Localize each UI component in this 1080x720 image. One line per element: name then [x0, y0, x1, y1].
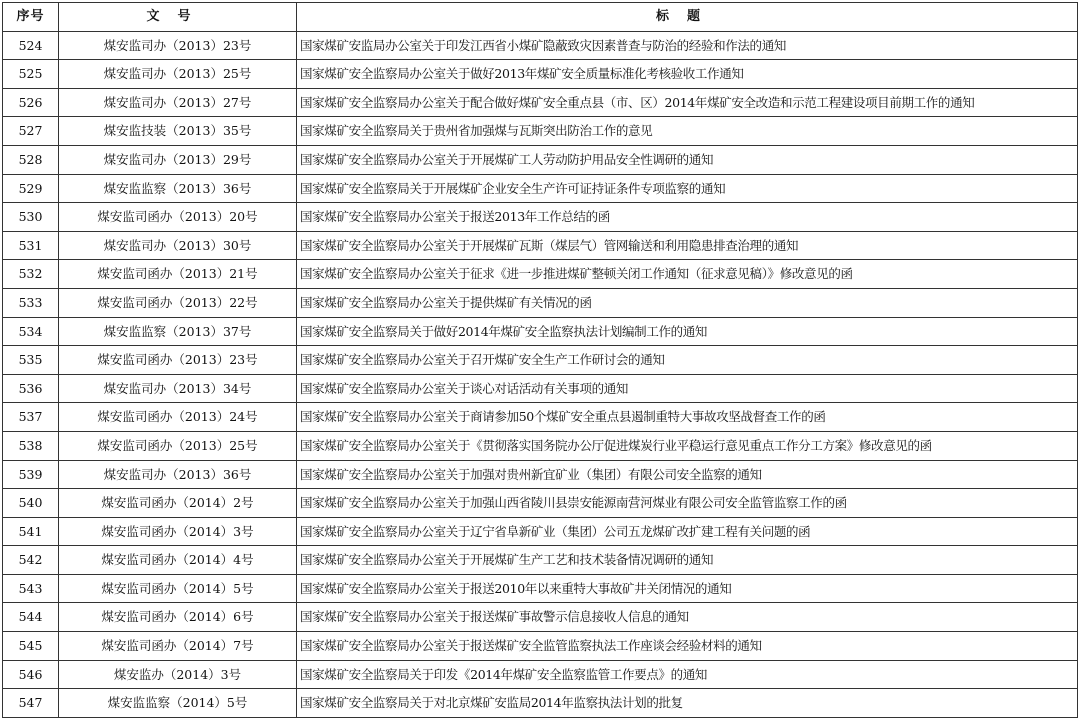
document-number: 煤安监司函办（2013）24号: [59, 403, 297, 432]
document-title: 国家煤矿安全监察局办公室关于征求《进一步推进煤矿整顿关闭工作通知（征求意见稿）》修改意见的函: [297, 260, 1078, 289]
document-title: 国家煤矿安全监察局办公室关于报送2010年以来重特大事故矿井关闭情况的通知: [297, 574, 1078, 603]
row-number: 543: [3, 574, 59, 603]
table-row: [3, 60, 1078, 89]
document-number: 煤安监司办（2013）34号: [59, 374, 297, 403]
row-number: 546: [3, 660, 59, 689]
document-number: 煤安监司函办（2013）22号: [59, 288, 297, 317]
table-row: [3, 574, 1078, 603]
table-row: [3, 145, 1078, 174]
row-number: 542: [3, 546, 59, 575]
row-number: 528: [3, 145, 59, 174]
row-number: 525: [3, 60, 59, 89]
row-number: 537: [3, 403, 59, 432]
document-title: 国家煤矿安全监察局关于贵州省加强煤与瓦斯突出防治工作的意见: [297, 117, 1078, 146]
row-number: 538: [3, 431, 59, 460]
document-title: 国家煤矿安全监察局关于开展煤矿企业安全生产许可证持证条件专项监察的通知: [297, 174, 1078, 203]
document-number: 煤安监技装（2013）35号: [59, 117, 297, 146]
header-row: [3, 3, 1078, 32]
document-title: 国家煤矿安全监察局办公室关于谈心对话活动有关事项的通知: [297, 374, 1078, 403]
row-number: 526: [3, 88, 59, 117]
document-title: 国家煤矿安全监察局办公室关于做好2013年煤矿安全质量标准化考核验收工作通知: [297, 60, 1078, 89]
row-number: 530: [3, 203, 59, 232]
document-number: 煤安监司函办（2014）3号: [59, 517, 297, 546]
document-title: 国家煤矿安全监察局关于做好2014年煤矿安全监察执法计划编制工作的通知: [297, 317, 1078, 346]
document-number: 煤安监办（2014）3号: [59, 660, 297, 689]
document-title: 国家煤矿安全监察局办公室关于报送煤矿安全监管监察执法工作座谈会经验材料的通知: [297, 632, 1078, 661]
document-title: 国家煤矿安全监察局办公室关于召开煤矿安全生产工作研讨会的通知: [297, 346, 1078, 375]
table-row: [3, 231, 1078, 260]
table-header: [3, 3, 1078, 32]
header-no: 序号: [3, 3, 59, 32]
row-number: 547: [3, 689, 59, 718]
document-title: 国家煤矿安全监察局办公室关于报送2013年工作总结的函: [297, 203, 1078, 232]
document-title: 国家煤矿安全监察局办公室关于报送煤矿事故警示信息接收人信息的通知: [297, 603, 1078, 632]
row-number: 540: [3, 489, 59, 518]
table-row: [3, 660, 1078, 689]
document-number: 煤安监司办（2013）23号: [59, 31, 297, 60]
row-number: 532: [3, 260, 59, 289]
table-row: [3, 260, 1078, 289]
document-number: 煤安监司办（2013）36号: [59, 460, 297, 489]
table-row: [3, 489, 1078, 518]
document-number: 煤安监司函办（2014）4号: [59, 546, 297, 575]
table-row: [3, 174, 1078, 203]
table-body: [3, 31, 1078, 717]
row-number: 539: [3, 460, 59, 489]
document-number: 煤安监监察（2013）36号: [59, 174, 297, 203]
document-title: 国家煤矿安全监察局关于印发《2014年煤矿安全监察监管工作要点》的通知: [297, 660, 1078, 689]
row-number: 536: [3, 374, 59, 403]
row-number: 531: [3, 231, 59, 260]
row-number: 534: [3, 317, 59, 346]
table-row: [3, 88, 1078, 117]
document-number: 煤安监司函办（2014）5号: [59, 574, 297, 603]
document-number: 煤安监司办（2013）25号: [59, 60, 297, 89]
document-title: 国家煤矿安全监察局办公室关于加强山西省陵川县崇安能源南营河煤业有限公司安全监管监察工作的函: [297, 489, 1078, 518]
table-row: [3, 517, 1078, 546]
document-title: 国家煤矿安全监察局办公室关于开展煤矿生产工艺和技术装备情况调研的通知: [297, 546, 1078, 575]
table-row: [3, 403, 1078, 432]
document-number: 煤安监司函办（2013）21号: [59, 260, 297, 289]
table-row: [3, 317, 1078, 346]
table-row: [3, 288, 1078, 317]
header-title: 标题: [297, 3, 1078, 32]
table-row: [3, 689, 1078, 718]
document-number: 煤安监司函办（2014）7号: [59, 632, 297, 661]
document-number: 煤安监司办（2013）30号: [59, 231, 297, 260]
document-title: 国家煤矿安全监察局办公室关于商请参加50个煤矿安全重点县遏制重特大事故攻坚战督查工作的函: [297, 403, 1078, 432]
table-row: [3, 632, 1078, 661]
table-row: [3, 31, 1078, 60]
document-number: 煤安监司办（2013）27号: [59, 88, 297, 117]
document-number: 煤安监监察（2013）37号: [59, 317, 297, 346]
header-doc-number: 文号: [59, 3, 297, 32]
document-title: 国家煤矿安全监察局办公室关于加强对贵州新宜矿业（集团）有限公司安全监察的通知: [297, 460, 1078, 489]
document-number: 煤安监司函办（2014）6号: [59, 603, 297, 632]
document-title: 国家煤矿安全监察局关于对北京煤矿安监局2014年监察执法计划的批复: [297, 689, 1078, 718]
table-row: [3, 546, 1078, 575]
table-row: [3, 117, 1078, 146]
table-row: [3, 346, 1078, 375]
row-number: 524: [3, 31, 59, 60]
document-title: 国家煤矿安监局办公室关于印发江西省小煤矿隐蔽致灾因素普查与防治的经验和作法的通知: [297, 31, 1078, 60]
document-number: 煤安监司函办（2014）2号: [59, 489, 297, 518]
document-number: 煤安监监察（2014）5号: [59, 689, 297, 718]
document-number: 煤安监司办（2013）29号: [59, 145, 297, 174]
document-title: 国家煤矿安全监察局办公室关于辽宁省阜新矿业（集团）公司五龙煤矿改扩建工程有关问题的函: [297, 517, 1078, 546]
table-row: [3, 374, 1078, 403]
table-row: [3, 431, 1078, 460]
document-title: 国家煤矿安全监察局办公室关于《贯彻落实国务院办公厅促进煤炭行业平稳运行意见重点工作分工方案》修改意见的函: [297, 431, 1078, 460]
row-number: 533: [3, 288, 59, 317]
row-number: 527: [3, 117, 59, 146]
document-title: 国家煤矿安全监察局办公室关于配合做好煤矿安全重点县（市、区）2014年煤矿安全改造和示范工程建设项目前期工作的通知: [297, 88, 1078, 117]
row-number: 544: [3, 603, 59, 632]
row-number: 541: [3, 517, 59, 546]
document-title: 国家煤矿安全监察局办公室关于开展煤矿瓦斯（煤层气）管网输送和利用隐患排查治理的通知: [297, 231, 1078, 260]
row-number: 545: [3, 632, 59, 661]
document-number: 煤安监司函办（2013）23号: [59, 346, 297, 375]
document-title: 国家煤矿安全监察局办公室关于开展煤矿工人劳动防护用品安全性调研的通知: [297, 145, 1078, 174]
table-row: [3, 203, 1078, 232]
document-table: [2, 2, 1078, 718]
document-title: 国家煤矿安全监察局办公室关于提供煤矿有关情况的函: [297, 288, 1078, 317]
document-number: 煤安监司函办（2013）20号: [59, 203, 297, 232]
document-number: 煤安监司函办（2013）25号: [59, 431, 297, 460]
table-row: [3, 603, 1078, 632]
table-row: [3, 460, 1078, 489]
row-number: 535: [3, 346, 59, 375]
row-number: 529: [3, 174, 59, 203]
